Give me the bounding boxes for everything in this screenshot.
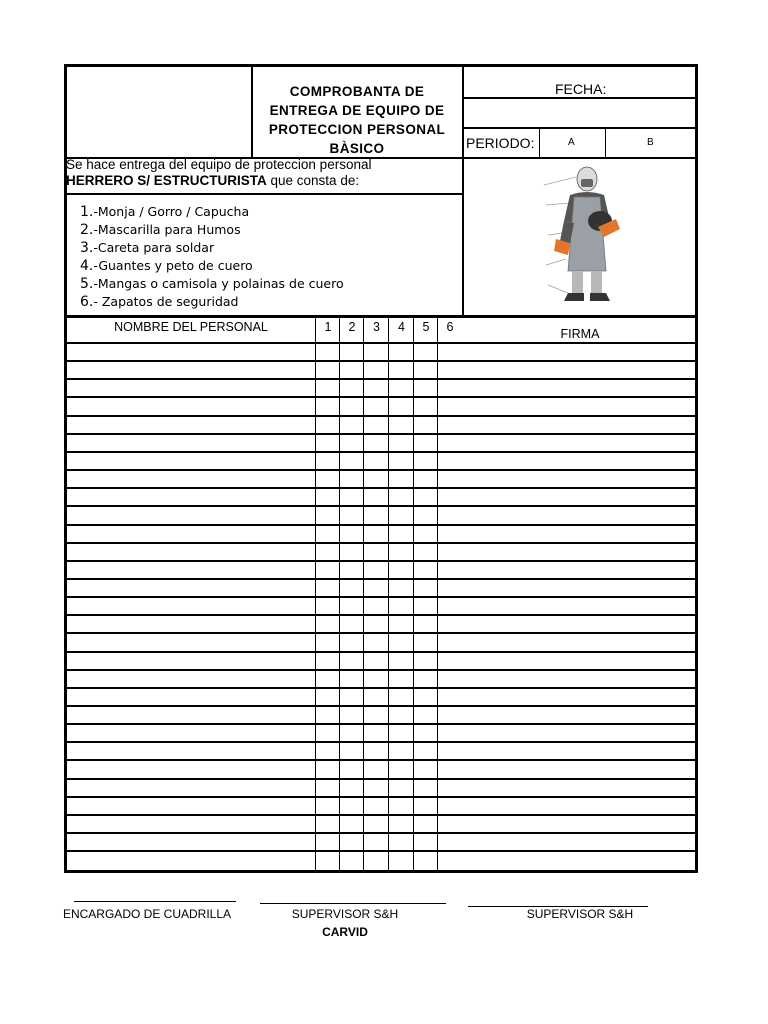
signature-label-left: ENCARGADO DE CUADRILLA: [62, 907, 232, 921]
table-row: [64, 705, 697, 707]
col-header-4: 4: [398, 320, 405, 334]
table-row: [64, 433, 697, 435]
table-column-line: [413, 316, 414, 871]
periodo-b: B: [647, 137, 654, 148]
list-item: 5.-Mangas o camisola y polainas de cuero: [80, 276, 344, 292]
table-row: [64, 723, 697, 725]
periodo-label: PERIODO:: [466, 135, 535, 151]
table-row: [64, 614, 697, 616]
table-row: [64, 396, 697, 398]
col-header-firma: FIRMA: [560, 327, 600, 341]
table-row: [64, 651, 697, 653]
col-header-5: 5: [422, 320, 430, 334]
signature-label-right: SUPERVISOR S&H: [526, 907, 634, 921]
col-header-6: 6: [446, 320, 454, 334]
equipment-list: [80, 203, 344, 311]
list-item: 2.-Mascarilla para Humos: [80, 222, 241, 238]
table-row: [64, 451, 697, 453]
trade-name: HERRERO S/ ESTRUCTURISTA: [66, 173, 267, 188]
table-row: [64, 669, 697, 671]
intro-text: Se hace entrega del equipo de proteccion personal HERRERO S/ ESTRUCTURISTA que consta de:: [66, 157, 372, 188]
table-column-line: [339, 316, 340, 871]
welder-illustration: [540, 163, 630, 313]
table-row: [64, 778, 697, 780]
table-row: [64, 560, 697, 562]
col-header-1: 1: [324, 320, 332, 334]
table-column-line: [315, 316, 316, 871]
signature-line-middle: [260, 903, 446, 904]
table-column-line: [363, 316, 364, 871]
table-row: [64, 632, 697, 634]
table-row: [64, 578, 697, 580]
table-column-line: [437, 316, 438, 871]
table-row: [64, 542, 697, 544]
table-row: [64, 342, 697, 344]
col-header-3: 3: [373, 320, 380, 334]
fecha-label: FECHA:: [555, 81, 607, 97]
table-row: [64, 378, 697, 380]
col-header-2: 2: [348, 320, 356, 334]
table-row: [64, 796, 697, 798]
table-row: [64, 505, 697, 507]
table-row: [64, 487, 697, 489]
table-row: [64, 741, 697, 743]
table-row: [64, 415, 697, 417]
list-item: 4.-Guantes y peto de cuero: [80, 258, 253, 274]
table-row: [64, 524, 697, 526]
list-item: 6.- Zapatos de seguridad: [80, 294, 239, 310]
signature-label-middle: SUPERVISOR S&H: [291, 907, 399, 921]
table-row: [64, 469, 697, 471]
list-item: 1.-Monja / Gorro / Capucha: [80, 204, 250, 220]
signature-company: CARVID: [322, 925, 368, 939]
table-row: [64, 759, 697, 761]
table-row: [64, 832, 697, 834]
signature-line-left: [74, 901, 236, 902]
table-row: [64, 814, 697, 816]
form-title: COMPROBANTA DE ENTREGA DE EQUIPO DE PROTECCION PERSONAL BÀSICO: [268, 84, 446, 156]
table-row: [64, 596, 697, 598]
col-header-name: NOMBRE DEL PERSONAL: [114, 320, 268, 334]
table-row: [64, 687, 697, 689]
periodo-a: A: [568, 137, 575, 148]
table-row: [64, 360, 697, 362]
list-item: 3.-Careta para soldar: [80, 240, 215, 256]
table-column-line: [388, 316, 389, 871]
table-row: [64, 850, 697, 852]
